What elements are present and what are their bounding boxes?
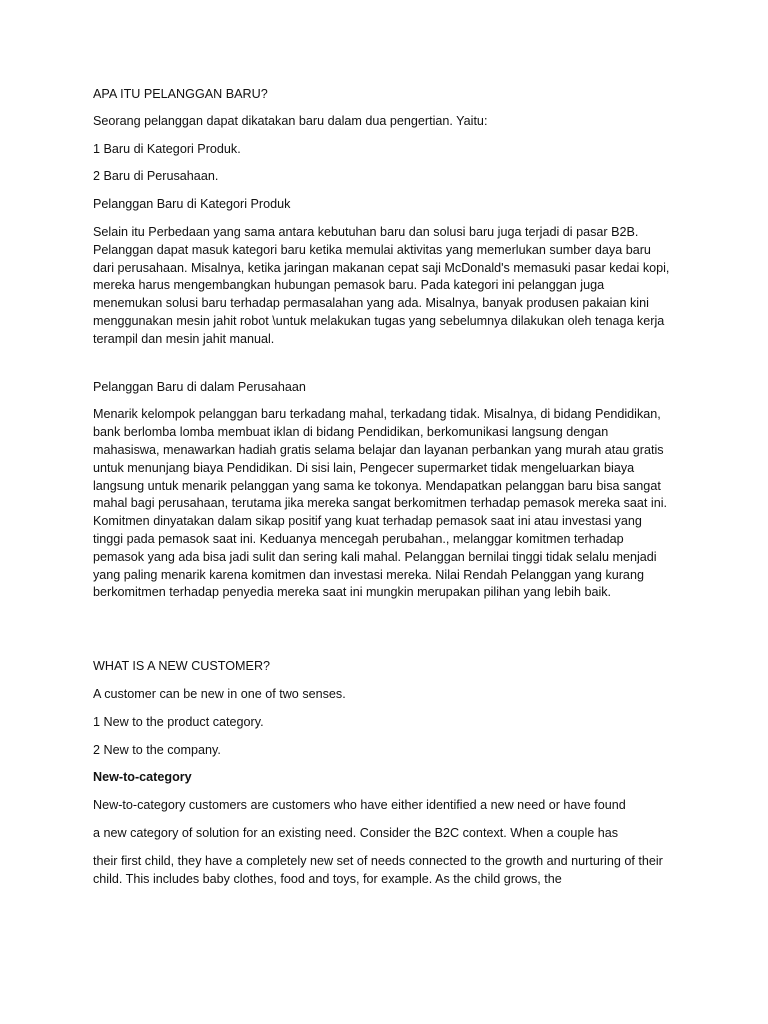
indonesian-item-1: 1 Baru di Kategori Produk. xyxy=(93,141,241,156)
english-body-line-3: their first child, they have a completely new set of needs connected to the growth and nurturing of their child. This includes baby clothes, food and toys, for example. As the child grows, the xyxy=(93,853,663,886)
indonesian-title: APA ITU PELANGGAN BARU? xyxy=(93,87,268,101)
english-item-2: 2 New to the company. xyxy=(93,742,221,757)
section-heading-company: Pelanggan Baru di dalam Perusahaan xyxy=(93,379,306,394)
english-intro: A customer can be new in one of two senses. xyxy=(93,686,346,701)
section-heading-new-to-category: New-to-category xyxy=(93,770,192,785)
english-body-line-1: New-to-category customers are customers who have either identified a new need or have found xyxy=(93,798,626,813)
section-body-product-category: Selain itu Perbedaan yang sama antara kebutuhan baru dan solusi baru juga terjadi di pasar B2B. Pelanggan dapat masuk kategori baru ketika memulai aktivitas yang memerlukan sumber daya baru dari perusahaan. Misalnya, ketika jaringan makanan cepat saji McDonald's memasuki pasar kedai kopi, mereka harus mengembangkan hubungan pemasok baru. Pada kategori ini pelanggan juga menemukan solusi baru terhadap permasalahan yang ada. Misalnya, banyak produsen pakaian kini menggunakan mesin jahit robot \untuk melakukan tugas yang sebelumnya dilakukan oleh tenaga kerja terampil dan mesin jahit manual. xyxy=(93,224,670,346)
section-heading-product-category: Pelanggan Baru di Kategori Produk xyxy=(93,197,291,212)
english-title: WHAT IS A NEW CUSTOMER? xyxy=(93,659,271,674)
english-body-line-2: a new category of solution for an existing need. Consider the B2C context. When a couple has xyxy=(93,825,619,840)
document-content xyxy=(93,86,673,888)
indonesian-intro: Seorang pelanggan dapat dikatakan baru dalam dua pengertian. Yaitu: xyxy=(93,113,488,128)
section-body-company: Menarik kelompok pelanggan baru terkadang mahal, terkadang tidak. Misalnya, di bidang Pendidikan, bank berlomba lomba membuat iklan di bidang Pendidikan, berkomunikasi langsung dengan mahasiswa, menawarkan hadiah gratis selama belajar dan layanan perbankan yang murah atau gratis untuk menunjang biaya Pendidikan. Di sisi lain, Pengecer supermarket tidak mengeluarkan biaya langsung untuk menarik pelanggan yang sama ke tokonya. Mendapatkan pelanggan baru bisa sangat mahal bagi perusahaan, terutama jika mereka sangat berkomitmen terhadap pemasok mereka saat ini. Komitmen dinyatakan dalam sikap positif yang kuat terhadap pemasok saat ini atau investasi yang tinggi pada pemasok saat ini. Keduanya mencegah perubahan., melanggar komitmen terhadap pemasok yang ada bisa jadi sulit dan sering kali mahal. Pelanggan bernilai tinggi tidak selalu menjadi yang paling menarik karena komitmen dan investasi mereka. Nilai Rendah Pelanggan yang kurang berkomitmen terhadap penyedia mereka saat ini mungkin merupakan pilihan yang lebih baik. xyxy=(93,407,668,600)
indonesian-item-2: 2 Baru di Perusahaan. xyxy=(93,169,219,184)
english-item-1: 1 New to the product category. xyxy=(93,714,264,729)
